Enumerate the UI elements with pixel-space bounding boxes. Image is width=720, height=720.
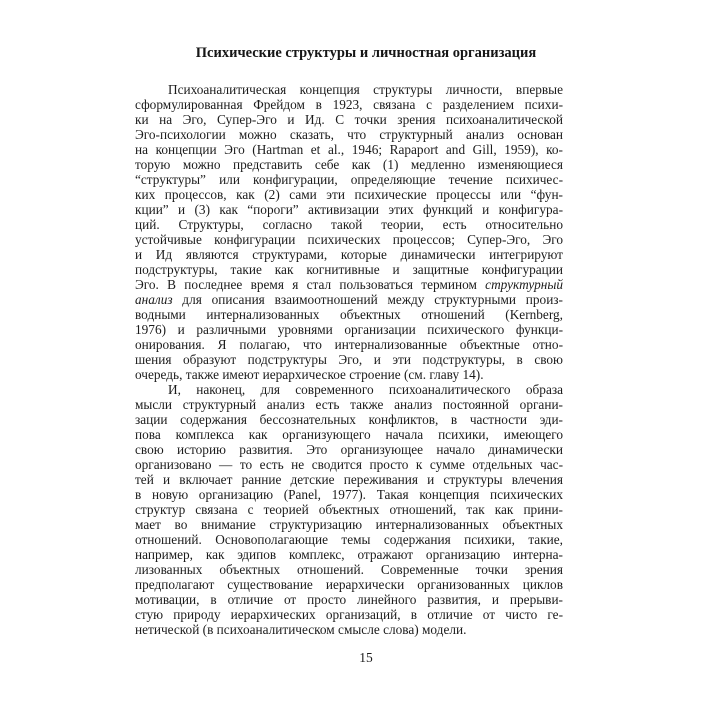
text-line: Психоаналитическая концепция структуры личности, впервые [168,82,563,97]
text-line: шения образуют подструктуры Эго, и эти подструктуры, в свою [135,352,563,367]
text-line: отношений. Основополагающие темы содержания психики, такие, [135,532,563,547]
paragraph-1 [135,82,563,382]
text-line: Эго. В последнее время я стал пользоваться термином структурный [135,277,563,292]
text-line: лизованных объектных отношений. Современные точки зрения [135,562,563,577]
text-line: нетической (в психоаналитическом смысле слова) модели. [135,622,467,637]
text-line: ций. Структуры, согласно такой теории, есть относительно [135,217,563,232]
text-line: торую можно представить себе как (1) медленно изменяющиеся [135,157,563,172]
paragraph-2 [135,382,563,637]
text-line: пова комплекса как организующего начала психики, имеющего [135,427,563,442]
text-line: структур связана с теорией объектных отношений, так как прини- [135,502,563,517]
text-line: мает во внимание структуризацию интернализованных объектных [135,517,563,532]
text-line: Эго-психологии можно сказать, что структурный анализ основан [135,127,563,142]
text-line: и Ид являются структурами, которые динамически интегрируют [135,247,563,262]
text-line: 1976) и различными уровнями организации психического функци- [135,322,563,337]
text-line: предполагают существование иерархически организованных циклов [135,577,563,592]
text-line: “структуры” или конфигурации, определяющие течение психичес- [135,172,563,187]
page-title: Психические структуры и личностная организация [195,45,537,61]
text-line: стую природу иерархических организаций, в отличие от чисто ге- [135,607,563,622]
text-line: на концепции Эго (Hartman et al., 1946; Rapaport and Gill, 1959), ко- [135,142,563,157]
text-line: мысли структурный анализ есть также анализ постоянной органи- [135,397,563,412]
text-line: например, как эдипов комплекс, отражают организацию интерна- [135,547,563,562]
text-line: сформулированная Фрейдом в 1923, связана с разделением психи- [135,97,563,112]
text-line: зации содержания бессознательных конфликтов, в частности эди- [135,412,563,427]
text-line: водными интернализованных объектных отношений (Kernberg, [135,307,563,322]
page-number: 15 [359,650,373,665]
text-line: кции” и (3) как “пороги” активизации этих функций и конфигура- [135,202,563,217]
text-line: очередь, также имеют иерархическое строение (см. главу 14). [135,367,484,382]
text-line: организовано — то есть не сводится просто к сумме отдельных час- [135,457,563,472]
text-line: мотивации, в отличие от просто линейного развития, и прерыви- [135,592,563,607]
text-block [135,82,563,637]
text-line: анализ для описания взаимоотношений между структурными произ- [135,292,563,307]
text-line: тей и включает ранние детские переживания и структуры влечения [135,472,563,487]
text-line: свою историю развития. Это организующее начало динамически [135,442,563,457]
text-line: устойчивые конфигурации психических процессов; Супер-Эго, Эго [135,232,563,247]
text-line: в новую организацию (Panel, 1977). Такая концепция психических [135,487,563,502]
text-line: ки на Эго, Супер-Эго и Ид. С точки зрения психоаналитической [135,112,563,127]
text-line: И, наконец, для современного психоаналитического образа [168,382,563,397]
text-line: подструктуры, такие как когнитивные и защитные конфигурации [135,262,563,277]
text-line: ких процессов, как (2) сами эти психические процессы или “фун- [135,187,563,202]
text-line: онирования. Я полагаю, что интернализованные объектные отно- [135,337,563,352]
